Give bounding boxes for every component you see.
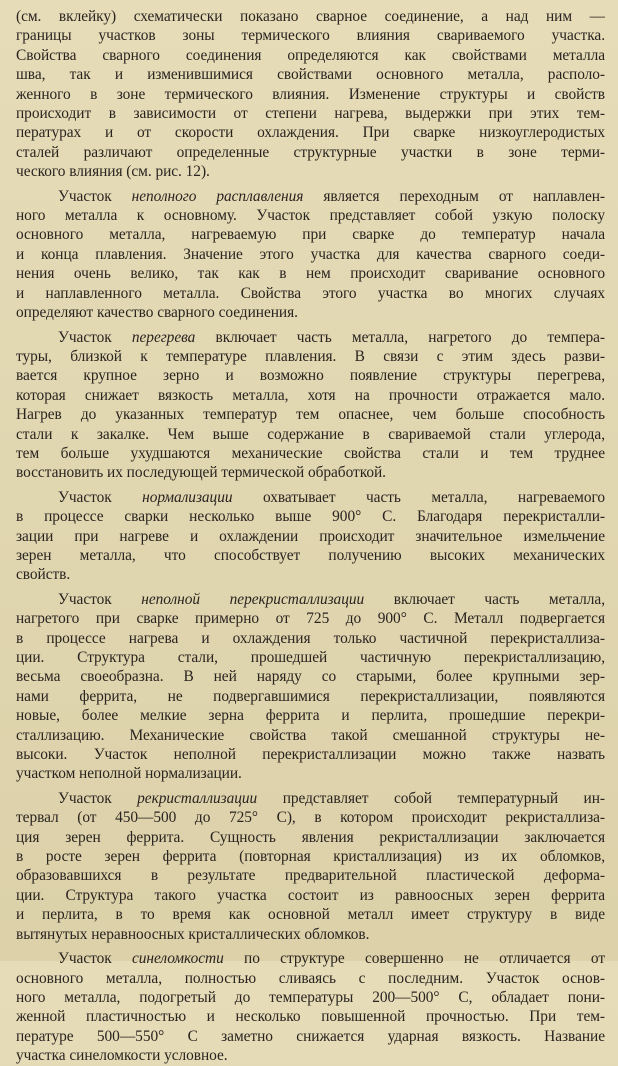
italic-term: рекристаллизации xyxy=(137,789,258,807)
text-line: ного металла, подогретый до температуры 200—500° С, обладает пони- xyxy=(16,988,605,1006)
paragraph-incomplete-fusion xyxy=(16,187,605,323)
paragraph-blue-brittleness xyxy=(16,949,605,1065)
document-body xyxy=(16,7,605,1066)
text-line: тервал (от 450—500 до 725° С), в котором происходит рекристаллиза- xyxy=(16,809,605,827)
text-line: Участок перегрева включает часть металла, нагретого до темпера- xyxy=(58,328,605,346)
text-line: ческого влияния (см. рис. 12). xyxy=(16,163,210,181)
text-line: ции. Структура такого участка состоит из равноосных зерен феррита xyxy=(16,886,605,904)
text-line: ция зерен феррита. Сущность явления рекристаллизации заключается xyxy=(16,828,605,846)
text-line: нами феррита, не подвергавшимися перекристаллизации, появляются xyxy=(16,687,605,705)
paragraph-recrystallization xyxy=(16,789,605,944)
italic-term: неполной перекристаллизации xyxy=(141,590,365,608)
text-line: женного в зоне термического влияния. Изменение структуры и свойств xyxy=(16,85,605,103)
text-line: ного металла к основному. Участок представляет собой узкую полоску xyxy=(16,207,605,225)
text-line: в процессе нагрева и охлаждения только частичной перекристаллиза- xyxy=(16,629,605,647)
text-line: нагретого при сварке примерно от 725 до 900° С. Металл подвергается xyxy=(16,610,605,628)
italic-term: синеломкости xyxy=(131,950,224,968)
text-line: вается крупное зерно и возможно появление структуры перегрева, xyxy=(16,367,605,385)
text-line: происходит в зависимости от степени нагрева, выдержки при этих тем- xyxy=(16,105,605,123)
text-line: Свойства сварного соединения определяются как свойствами металла xyxy=(16,46,605,64)
text-line: и конца плавления. Значение этого участка для качества сварного соеди- xyxy=(16,245,605,263)
text-line: и перлита, в то время как основной металл имеет структуру в виде xyxy=(16,906,605,924)
text-line: Участок нормализации охватывает часть металла, нагреваемого xyxy=(58,488,605,506)
text-line: Участок рекристаллизации представляет собой температурный ин- xyxy=(58,789,605,807)
text-line: женной пластичностью и несколько повышенной прочностью. При тем- xyxy=(16,1008,605,1026)
text-line: высоки. Участок неполной перекристаллизации можно также назвать xyxy=(16,746,605,764)
paragraph-overheating xyxy=(16,328,605,483)
text-line: зации при нагреве и охлаждении происходит значительное измельчение xyxy=(16,527,605,545)
text-line: которая снижает вязкость металла, хотя на прочности отражается мало. xyxy=(16,386,605,404)
text-line: (см. вклейку) схематически показано сварное соединение, а над ним — xyxy=(16,8,605,25)
text-line: Участок неполной перекристаллизации включает часть металла, xyxy=(58,590,605,608)
text-line: восстановить их последующей термической обработкой. xyxy=(16,464,386,482)
text-line: стали к закалке. Чем выше содержание в свариваемой стали углерода, xyxy=(16,425,605,443)
text-line: Участок неполного расплавления является переходным от наплавлен- xyxy=(58,187,605,205)
text-line: Участок синеломкости по структуре совершенно не отличается от xyxy=(58,950,605,968)
text-line: в росте зерен феррита (повторная кристаллизация) из их обломков, xyxy=(16,848,605,866)
text-line: зерен металла, что способствует получению высоких механических xyxy=(16,546,605,564)
text-line: пературах и от скорости охлаждения. При сварке низкоуглеродистых xyxy=(16,124,605,142)
text-line: участка синеломкости условное. xyxy=(16,1047,228,1065)
text-line: весьма своеобразна. В ней наряду со старыми, более крупными зер- xyxy=(16,668,605,686)
paragraph-incomplete-recrystallization xyxy=(16,590,605,784)
text-line: свойств. xyxy=(16,566,71,584)
paragraph-intro xyxy=(16,7,605,182)
text-line: сталей различают определенные структурные участки в зоне терми- xyxy=(16,143,605,161)
text-line: и наплавленного металла. Свойства этого участка во многих случаях xyxy=(16,284,605,302)
text-line: границы участков зоны термического влияния свариваемого участка. xyxy=(16,27,605,45)
paragraph-normalization xyxy=(16,488,605,585)
text-line: определяют качество сварного соединения. xyxy=(16,304,298,322)
text-line: туры, близкой к температуре плавления. В связи с этим здесь разви- xyxy=(16,347,605,365)
text-line: ции. Структура стали, прошедшей частичную перекристаллизацию, xyxy=(16,649,605,666)
text-line: Нагрев до указанных температур тем опаснее, чем больше способность xyxy=(16,406,605,424)
text-line: образовавшихся в результате предварительной пластической деформа- xyxy=(16,867,605,885)
text-line: основного металла, нагреваемую при сварке до температур начала xyxy=(16,226,605,244)
text-line: основного металла, полностью сливаясь с последним. Участок основ- xyxy=(16,969,605,987)
text-line: участком неполной нормализации. xyxy=(16,765,242,783)
text-line: вытянутых неравноосных кристаллических обломков. xyxy=(16,925,370,943)
text-line: в процессе сварки несколько выше 900° С. Благодаря перекристалли- xyxy=(16,508,605,526)
text-line: новые, более мелкие зерна феррита и перлита, прошедшие перекри- xyxy=(16,707,605,725)
text-line: тем больше ухудшаются механические свойства стали и тем труднее xyxy=(16,444,605,462)
italic-term: перегрева xyxy=(131,328,196,346)
text-line: шва, так и изменившимися свойствами основного металла, располо- xyxy=(16,66,605,84)
text-line: пературе 500—550° С заметно снижается ударная вязкость. Название xyxy=(16,1027,605,1045)
italic-term: нормализации xyxy=(142,488,233,506)
italic-term: неполного расплавления xyxy=(131,187,304,205)
text-line: нения очень велико, так как в нем происходит сваривание основного xyxy=(16,265,605,283)
text-line: сталлизацию. Механические свойства такой смешанной структуры не- xyxy=(16,726,605,744)
